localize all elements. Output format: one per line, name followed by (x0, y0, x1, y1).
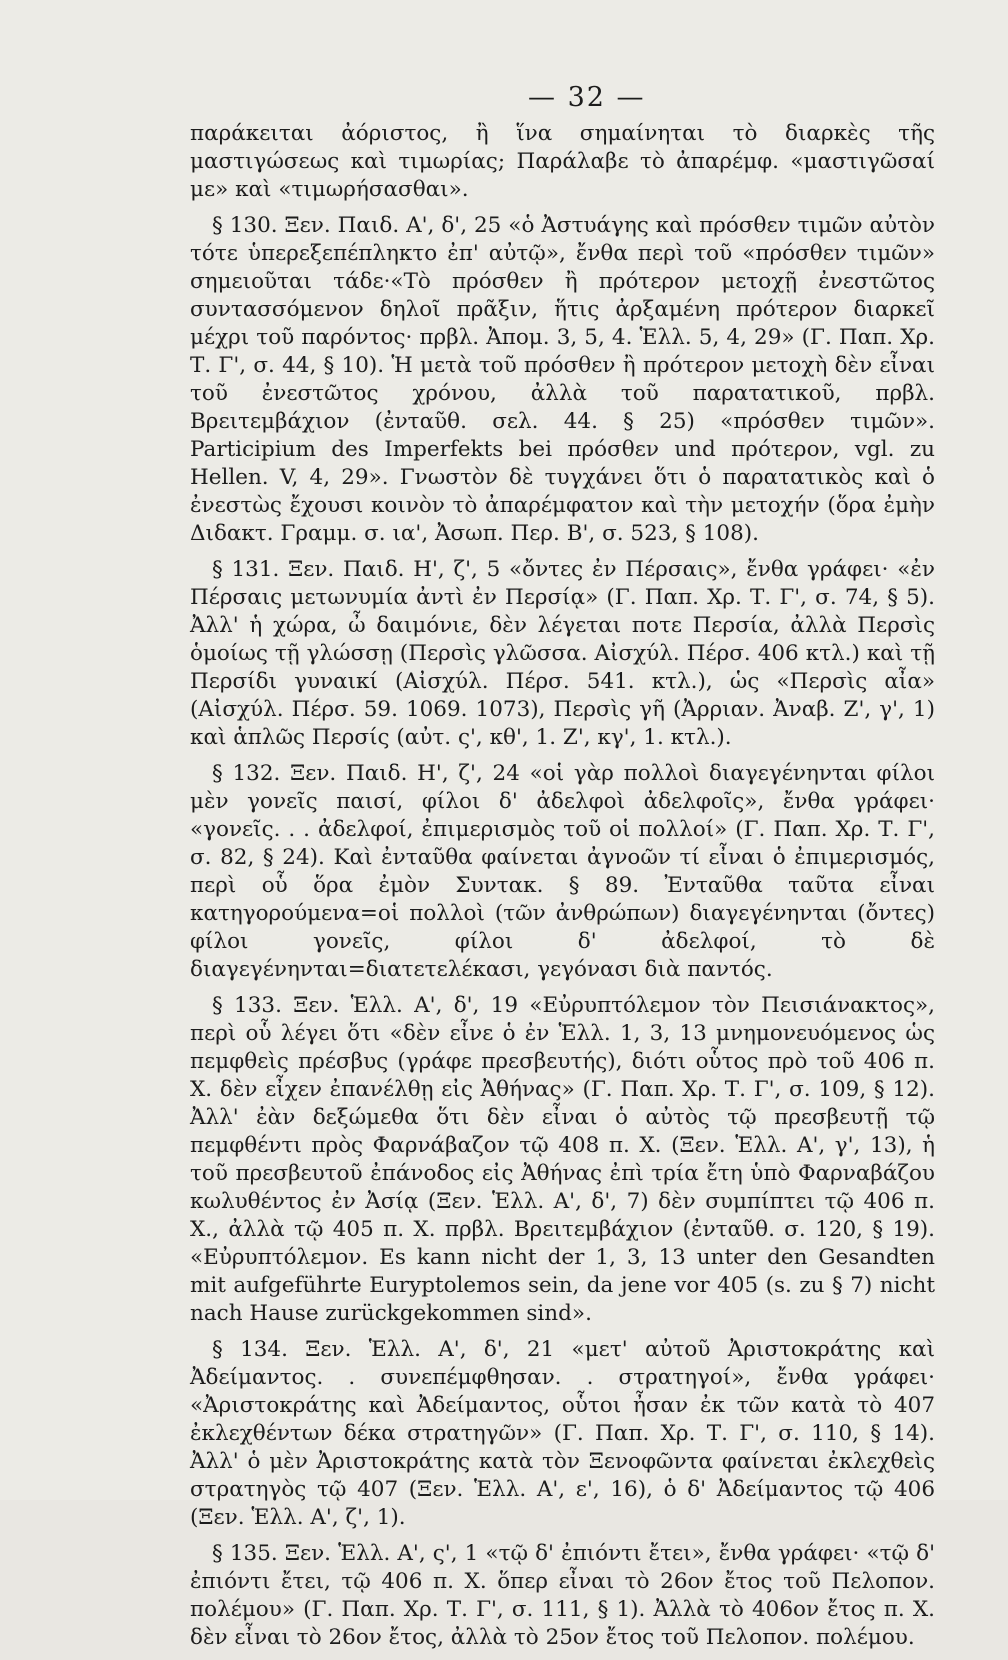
paragraph-134: § 134. Ξεν. Ἑλλ. Α', δ', 21 «μετ' αὐτοῦ Ἀριστοκράτης καὶ Ἀδείμαντος. . συνεπέμφθησαν. . στρατηγοί», ἔνθα γράφει· «Ἀριστοκράτης καὶ Ἀδείμαντος, οὗτοι ἦσαν ἐκ τῶν κατὰ τὸ 407 ἐκλεχθέντων δέκα στρατηγῶν» (Γ. Παπ. Χρ. Τ. Γ', σ. 110, § 14). Ἀλλ' ὁ μὲν Ἀριστοκράτης κατὰ τὸν Ξενοφῶντα φαίνεται ἐκλεχθεὶς στρατηγὸς τῷ 407 (Ξεν. Ἑλλ. Α', ε', 16), ὁ δ' Ἀδείμαντος τῷ 406 (Ξεν. Ἑλλ. Α', ζ', 1). (190, 1337, 935, 1530)
paragraph-continuation: παράκειται ἀόριστος, ἢ ἵνα σημαίνηται τὸ διαρκὲς τῆς μαστιγώσεως καὶ τιμωρίας; Παράλαβε τὸ ἀπαρέμφ. «μαστιγῶσαί με» καὶ «τιμωρήσασθαι». (190, 121, 935, 202)
paragraph-131: § 131. Ξεν. Παιδ. Η', ζ', 5 «ὄντες ἐν Πέρσαις», ἔνθα γράφει· «ἐν Πέρσαις μετωνυμία ἀντὶ ἐν Περσίᾳ» (Γ. Παπ. Χρ. Τ. Γ', σ. 74, § 5). Ἀλλ' ἡ χώρα, ὦ δαιμόνιε, δὲν λέγεται ποτε Περσία, ἀλλὰ Περσὶς ὁμοίως τῇ γλώσσῃ (Περσὶς γλῶσσα. Αἰσχύλ. Πέρσ. 406 κτλ.) καὶ τῇ Περσίδι γυναικί (Αἰσχύλ. Πέρσ. 541. κτλ.), ὡς «Περσὶς αἶα» (Αἰσχύλ. Πέρσ. 59. 1069. 1073), Περσὶς γῆ (Ἀρριαν. Ἀναβ. Ζ', γ', 1) καὶ ἁπλῶς Περσίς (αὐτ. ς', κθ', 1. Ζ', κγ', 1. κτλ.). (190, 557, 935, 750)
page-number: — 32 — (528, 82, 646, 113)
paragraph-135: § 135. Ξεν. Ἑλλ. Α', ς', 1 «τῷ δ' ἐπιόντι ἔτει», ἔνθα γράφει· «τῷ δ' ἐπιόντι ἔτει, τῷ 406 π. Χ. ὅπερ εἶναι τὸ 26ον ἔτος τοῦ Πελοπον. πολέμου» (Γ. Παπ. Χρ. Τ. Γ', σ. 111, § 1). Ἀλλὰ τὸ 406ον ἔτος π. Χ. δὲν εἶναι τὸ 26ον ἔτος, ἀλλὰ τὸ 25ον ἔτος τοῦ Πελοπον. πολέμου. (190, 1541, 935, 1650)
paragraph-133: § 133. Ξεν. Ἑλλ. Α', δ', 19 «Εὐρυπτόλεμον τὸν Πεισιάνακτος», περὶ οὗ λέγει ὅτι «δὲν εἶνε ὁ ἐν Ἑλλ. 1, 3, 13 μνημονευόμενος ὡς πεμφθεὶς πρέσβυς (γράφε πρεσβευτής), διότι οὗτος πρὸ τοῦ 406 π. Χ. δὲν εἶχεν ἐπανέλθῃ εἰς Ἀθήνας» (Γ. Παπ. Χρ. Τ. Γ', σ. 109, § 12). Ἀλλ' ἐὰν δεξώμεθα ὅτι δὲν εἶναι ὁ αὐτὸς τῷ πρεσβευτῇ τῷ πεμφθέντι πρὸς Φαρνάβαζον τῷ 408 π. Χ. (Ξεν. Ἑλλ. Α', γ', 13), ἡ τοῦ πρεσβευτοῦ ἐπάνοδος εἰς Ἀθήνας ἐπὶ τρία ἔτη ὑπὸ Φαρναβάζου κωλυθέντος ἐν Ἀσίᾳ (Ξεν. Ἑλλ. Α', δ', 7) δὲν συμπίπτει τῷ 406 π. Χ., ἀλλὰ τῷ 405 π. Χ. πρβλ. Βρειτεμβάχιον (ἐνταῦθ. σ. 120, § 19). «Εὐρυπτόλεμον. Es kann nicht der 1, 3, 13 unter den Gesandten mit aufgeführte Euryptolemos sein, da jene vor 405 (s. zu § 7) nicht nach Hause zurückgekommen sind». (190, 993, 935, 1326)
page-body (190, 120, 935, 1660)
paragraph-132: § 132. Ξεν. Παιδ. Η', ζ', 24 «οἱ γὰρ πολλοὶ διαγεγένηνται φίλοι μὲν γονεῖς παισί, φίλοι δ' ἀδελφοὶ ἀδελφοῖς», ἔνθα γράφει· «γονεῖς. . . ἀδελφοί, ἐπιμερισμὸς τοῦ οἱ πολλοί» (Γ. Παπ. Χρ. Τ. Γ', σ. 82, § 24). Καὶ ἐνταῦθα φαίνεται ἀγνοῶν τί εἶναι ὁ ἐπιμερισμός, περὶ οὗ ὅρα ἐμὸν Συντακ. § 89. Ἐνταῦθα ταῦτα εἶναι κατηγορούμενα=οἱ πολλοὶ (τῶν ἀνθρώπων) διαγεγένηνται (ὄντες) φίλοι γονεῖς, φίλοι δ' ἀδελφοί, τὸ δὲ διαγεγένηνται=διατετελέκασι, γεγόνασι διὰ παντός. (190, 761, 935, 982)
paragraph-130: § 130. Ξεν. Παιδ. Α', δ', 25 «ὁ Ἀστυάγης καὶ πρόσθεν τιμῶν αὐτὸν τότε ὑπερεξεπέπληκτο ἐπ' αὐτῷ», ἔνθα περὶ τοῦ «πρόσθεν τιμῶν» σημειοῦται τάδε·«Τὸ πρόσθεν ἢ πρότερον μετοχῇ ἐνεστῶτος συντασσόμενον δηλοῖ πρᾶξιν, ἥτις ἀρξαμένη πρότερον διαρκεῖ μέχρι τοῦ παρόντος· πρβλ. Ἀπομ. 3, 5, 4. Ἑλλ. 5, 4, 29» (Γ. Παπ. Χρ. Τ. Γ', σ. 44, § 10). Ἡ μετὰ τοῦ πρόσθεν ἢ πρότερον μετοχὴ δὲν εἶναι τοῦ ἐνεστῶτος χρόνου, ἀλλὰ τοῦ παρατατικοῦ, πρβλ. Βρειτεμβάχιον (ἐνταῦθ. σελ. 44. § 25) «πρόσθεν τιμῶν». Participium des Imperfekts bei πρόσθεν und πρότερον, vgl. zu Hellen. V, 4, 29». Γνωστὸν δὲ τυγχάνει ὅτι ὁ παρατατικὸς καὶ ὁ ἐνεστὼς ἔχουσι κοινὸν τὸ ἀπαρέμφατον καὶ τὴν μετοχήν (ὅρα ἐμὴν Διδακτ. Γραμμ. σ. ια', Ἀσωπ. Περ. Β', σ. 523, § 108). (190, 213, 935, 546)
